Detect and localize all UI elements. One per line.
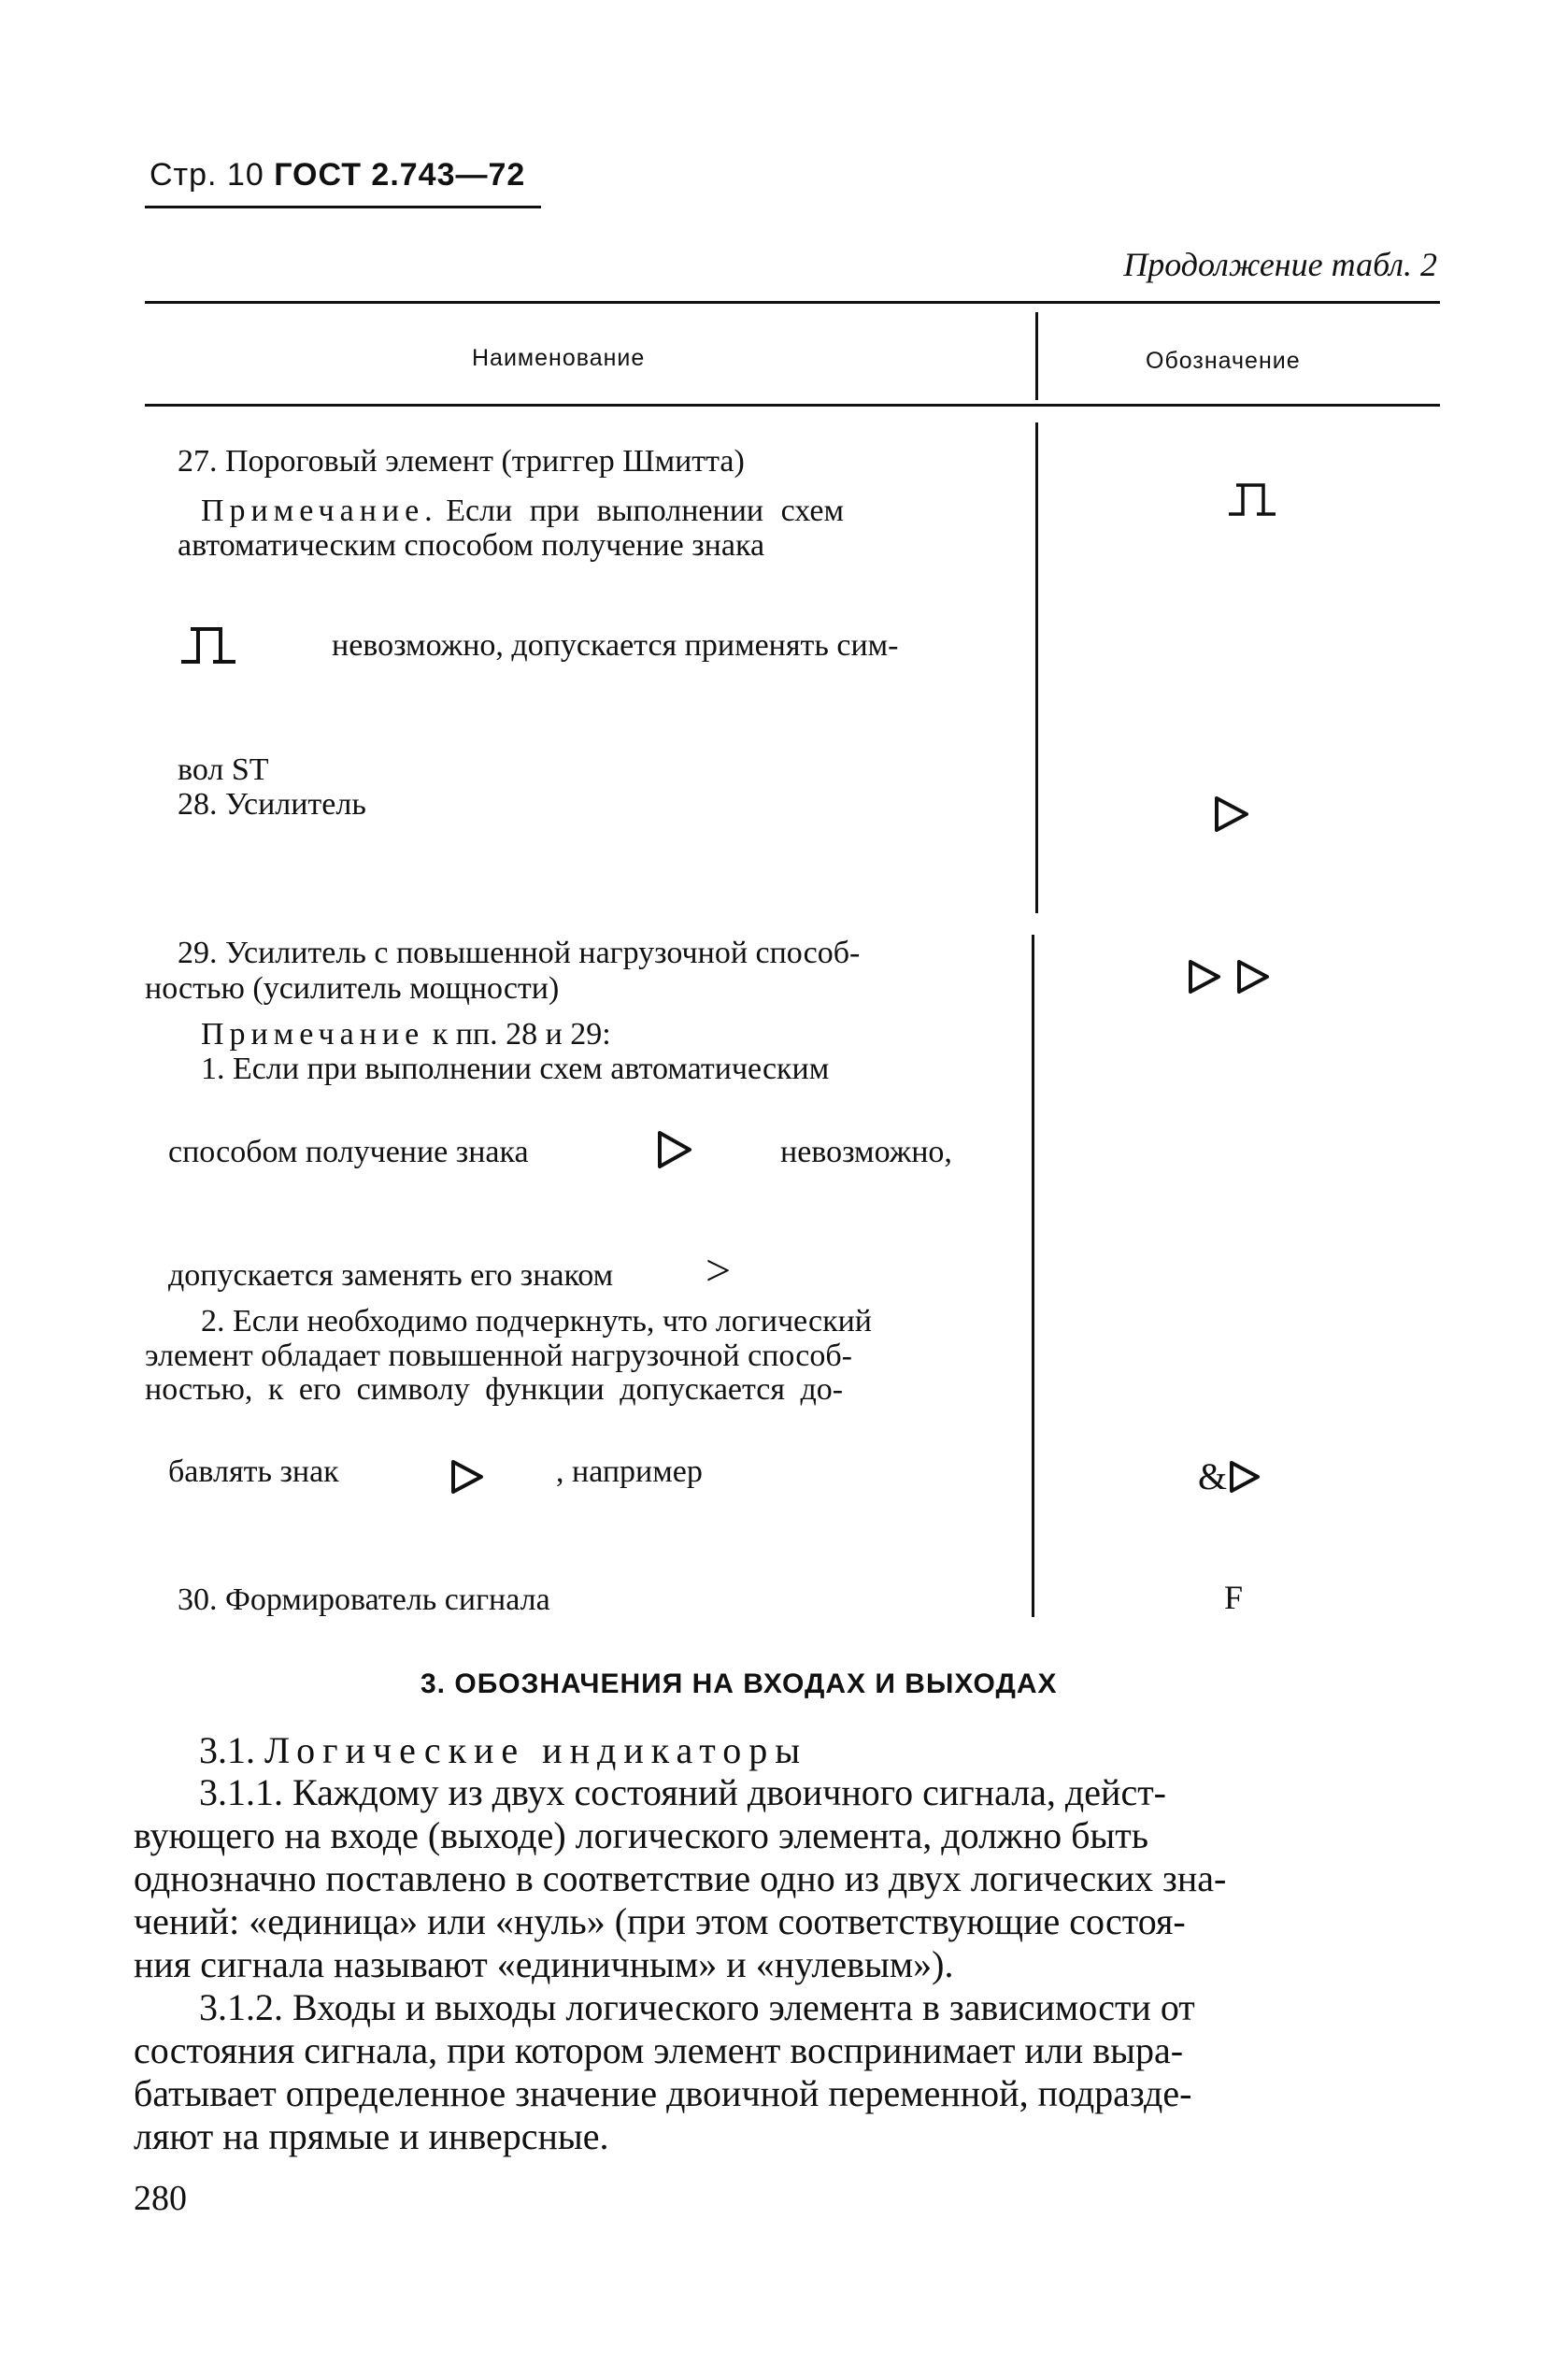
amplifier-triangle-icon bbox=[1212, 794, 1251, 834]
row27-note-text: Если при выполнении схем bbox=[446, 494, 844, 528]
paragraph-line: однозначно поставлено в соответствие одно из двух логических зна- bbox=[134, 1857, 1227, 1899]
row29-note1-line2b: невозможно, bbox=[780, 1135, 952, 1169]
paragraph-line: 3.1.1. Каждому из двух состояний двоичного сигнала, дейст- bbox=[199, 1771, 1166, 1813]
row27-note-line4: вол ST bbox=[178, 752, 269, 787]
subsection-number: 3.1. bbox=[199, 1729, 255, 1771]
row29-note2-line4a: бавлять знак bbox=[168, 1454, 339, 1489]
row29-note1-line1: 1. Если при выполнении схем автоматическим bbox=[201, 1052, 830, 1086]
paragraph-line: вующего на входе (выходе) логического элемента, должно быть bbox=[134, 1814, 1149, 1856]
page-number: 280 bbox=[134, 2179, 187, 2218]
and-amplifier-example bbox=[1198, 1456, 1262, 1497]
amplifier-triangle-icon bbox=[654, 1129, 695, 1170]
paragraph-line: чений: «единица» или «нуль» (при этом соответствующие состоя- bbox=[134, 1900, 1186, 1942]
ampersand-symbol: & bbox=[1198, 1455, 1228, 1497]
row29-title-line2: ностью (усилитель мощности) bbox=[145, 971, 560, 1006]
continuation-label: Продолжение табл. 2 bbox=[1123, 246, 1437, 283]
row30-title: 30. Формирователь сигнала bbox=[178, 1582, 550, 1617]
subsection-title bbox=[199, 1729, 807, 1772]
row27-note-label: Примечание. bbox=[201, 494, 438, 528]
section-heading: 3. ОБОЗНАЧЕНИЯ НА ВХОДАХ И ВЫХОДАХ bbox=[421, 1668, 1058, 1699]
amplifier-triangle-icon bbox=[1227, 1459, 1262, 1495]
row28-title: 28. Усилитель bbox=[178, 787, 366, 822]
row29-note-label-line bbox=[201, 1017, 611, 1052]
page-number-top: 10 bbox=[226, 157, 264, 193]
table-top-rule bbox=[145, 301, 1440, 304]
row29-title-line1: 29. Усилитель с повышенной нагрузочной способ- bbox=[178, 936, 861, 970]
amplifier-triangle-icon bbox=[449, 1458, 486, 1496]
table-header-rule bbox=[145, 404, 1440, 407]
paragraph-line: 3.1.2. Входы и выходы логического элемента в зависимости от bbox=[199, 1986, 1195, 2028]
row27-note-line3: невозможно, допускается применять сим- bbox=[332, 628, 899, 663]
paragraph-line: батывает определенное значение двоичной переменной, подразде- bbox=[134, 2072, 1192, 2114]
header-rule bbox=[145, 206, 541, 208]
row29-note2-line2: элемент обладает повышенной нагрузочной способ- bbox=[145, 1338, 852, 1373]
table-header-divider bbox=[1035, 312, 1038, 400]
row27-note-line1 bbox=[201, 494, 844, 529]
standard-code: ГОСТ 2.743—72 bbox=[274, 157, 526, 193]
row30-symbol: F bbox=[1224, 1579, 1244, 1616]
row29-note-label-rest: к пп. 28 и 29: bbox=[432, 1017, 611, 1052]
row29-note2-line4b: , например bbox=[556, 1454, 703, 1489]
row29-note2-line3: ностью, к его символу функции допускается до- bbox=[145, 1372, 844, 1407]
row27-note-line2: автоматическим способом получение знака bbox=[178, 528, 765, 563]
paragraph-line: ляют на прямые и инверсные. bbox=[134, 2115, 609, 2157]
table-divider-1 bbox=[1035, 422, 1038, 913]
schmitt-trigger-icon bbox=[1226, 480, 1278, 518]
row29-note1-line3: допускается заменять его знаком bbox=[168, 1258, 614, 1293]
row29-note2-line1: 2. Если необходимо подчеркнуть, что логический bbox=[201, 1304, 872, 1338]
paragraph-line: состояния сигнала, при котором элемент воспринимает или выра- bbox=[134, 2029, 1184, 2071]
column-header-name: Наименование bbox=[472, 345, 646, 371]
paragraph-line: ния сигнала называют «единичным» и «нулевым»). bbox=[134, 1943, 954, 1985]
row27-title: 27. Пороговый элемент (триггер Шмитта) bbox=[178, 444, 745, 479]
page-prefix: Стр. bbox=[150, 157, 218, 193]
subsection-name: Логические индикаторы bbox=[264, 1729, 808, 1771]
row29-note-label: Примечание bbox=[201, 1017, 425, 1052]
column-header-symbol: Обозначение bbox=[1146, 348, 1301, 374]
row29-note1-line2a: способом получение знака bbox=[168, 1135, 529, 1169]
table-divider-2 bbox=[1032, 935, 1034, 1617]
double-amplifier-icon bbox=[1187, 958, 1280, 995]
greater-than-sign: > bbox=[706, 1246, 732, 1296]
page-header bbox=[150, 157, 525, 193]
schmitt-trigger-icon bbox=[178, 624, 239, 666]
